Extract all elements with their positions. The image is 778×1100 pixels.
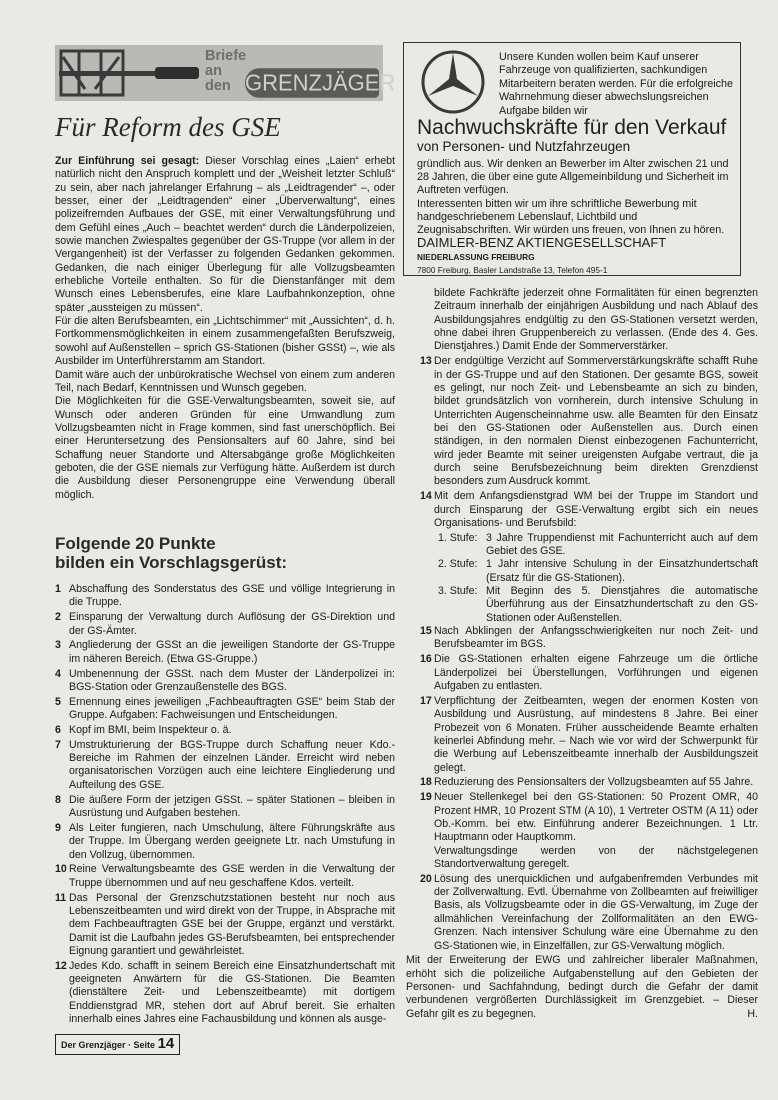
list-item xyxy=(55,863,395,890)
intro-paragraph: Damit wäre auch der unbürokratische Wechsel von einem zum anderen Teil, nach Bedarf, Kenntnissen und Wunsch gegeben. xyxy=(55,368,395,394)
banner-line-2: an xyxy=(205,63,222,79)
author-signature: H. xyxy=(747,1007,758,1020)
item-text-line: Ernennung eines jeweiligen „Fachbeauftragten GSE“ beim Stab der Gruppe. Aufgaben: Fachweisungen und Entscheidungen. xyxy=(69,695,395,722)
item-text-line: Umbenennung der GSSt. nach dem Muster der Länderpolizei in: BGS-Station oder Grenzaußenstelle des BGS. xyxy=(69,667,395,693)
item-text xyxy=(69,863,395,890)
article-title: Für Reform des GSE xyxy=(55,112,281,142)
list-item xyxy=(55,668,395,695)
ad-body-2: Interessenten bitten wir um ihre schriftliche Bewerbung mit handgeschriebenem Lebenslauf, Lichtbild und Zeugnisabschriften. Wir würden uns freuen, von Ihnen zu hören. xyxy=(417,197,725,237)
item-text-line: Kopf im BMI, beim Inspekteur o. ä. xyxy=(69,723,232,736)
column-banner xyxy=(55,45,396,101)
item-number: 5 xyxy=(55,695,61,708)
item-number: 1 xyxy=(55,583,61,595)
item-text: bildete Fachkräfte jederzeit ohne Formalitäten für einen begrenzten Zeitraum innerhalb der einjährigen Ausbildung und nach Ablauf des Ausbildungsjahres endgültig zu den GS-Stationen versetzt werden, ohne dabei ihren Gruppenbereich zu verlassen. (Ende des 4. Ges. Dienstjahres.) Damit Ende der Sommerverstärker. xyxy=(434,287,758,353)
item-number: 3 xyxy=(55,639,61,652)
list-item-continuation xyxy=(420,287,758,354)
item-number: 16 xyxy=(420,653,432,666)
item-number: 11 xyxy=(55,891,67,904)
section-heading xyxy=(55,534,287,572)
page-number: 14 xyxy=(157,1035,175,1052)
item-number: 19 xyxy=(420,791,432,804)
item-text-line: Jedes Kdo. schafft in seinem Bereich eine Einsatzhundertschaft mit geeigneten Anwärtern für die GS-Stationen. Die Beamten (dienstältere Zeit- und Lebenszeitbeamte) mit dortigem Enddienstgrad MR, stehen dort auf Abruf bereit. Sie erhalten innerhalb eines Jahres eine Fachausbildung und können als ausge- xyxy=(69,959,395,1026)
list-item xyxy=(420,695,758,775)
item-text-line: Die äußere Form der jetzigen GSSt. – später Stationen – bleiben in Ausrüstung und Aufgaben bestehen. xyxy=(69,793,395,819)
ad-headline: Nachwuchskräfte für den Verkauf xyxy=(417,116,727,139)
item-number: 9 xyxy=(55,821,61,834)
item-text xyxy=(434,791,758,871)
item-text-line: Reduzierung des Pensionsalters der Vollzugsbeamten auf 55 Jahre. xyxy=(434,776,754,789)
item-text-line: Nach Abklingen der Anfangsschwierigkeiten nur noch Zeit- und Berufsbeamter im BGS. xyxy=(434,625,758,651)
item-number: 15 xyxy=(420,625,432,638)
item-number: 13 xyxy=(420,355,432,368)
grenzjaeger-logo: GRENZJÄGER xyxy=(245,68,379,97)
intro-lead: Zur Einführung sei gesagt: xyxy=(55,155,200,167)
item-text xyxy=(434,695,758,775)
intro-paragraph: Für die alten Berufsbeamten, ein „Lichtschimmer“ mit „Aussichten“, d. h. Fortkommensmöglichkeiten in einem zusammengefaßten Berufszweig, sowohl auf Außenstellen – sprich GS-Stationen (bisher GSSt) –, wie als Ausbilder im Unterführerstamm am Standort. xyxy=(55,315,395,368)
list-item xyxy=(55,892,395,959)
closing-paragraph xyxy=(406,954,758,1021)
article-intro xyxy=(55,155,395,502)
item-text xyxy=(434,490,758,530)
list-item xyxy=(420,776,758,789)
page-footer xyxy=(55,1034,180,1055)
item-text xyxy=(434,776,758,789)
stage-item xyxy=(420,585,758,625)
list-item xyxy=(420,873,758,953)
intro-text: Dieser Vorschlag eines „Laien“ erhebt natürlich nicht den Anspruch komplett und der „Weisheit letzter Schluß“ zu sein, aber nach jahrelanger Erfahrung – als „Leidtragender“ –, oder besser, einer der „Leidtragenden“ einer „Überverwaltung“, eines polizeifremden Aufbaues der GSE, mit einer Verwaltungsführung und dem Gefühl eines „Auch – beachtet werden“ durch die Länderpolizeien, sowie manchen Zwiespaltes gegenüber der GS-Truppe (vor allem in der Vergangenheit) ist der Verfasser zu folgenden Gedanken gekommen. Gedanken, die nach einiger Überlegung für alle Vollzugsbeamten erhebliche Vorteile enthalten. So für die Dienstanfänger mit dem Wunsch eines Lebensberufes, eine klare Laufbahnkonzeption, ohne später „aussteigen zu müssen“. xyxy=(55,155,396,314)
daimler-benz-advertisement xyxy=(403,42,741,276)
item-text-line: Reine Verwaltungsbeamte des GSE werden in die Verwaltung der Truppe übernommen und auf neu geschaffene Kdos. verteilt. xyxy=(69,863,395,889)
list-item xyxy=(420,791,758,871)
item-text xyxy=(69,696,395,723)
border-barrier-logo-icon xyxy=(59,49,199,97)
item-text-line: Verpflichtung der Zeitbeamten, wegen der enormen Kosten von Ausbildung und Ausrüstung, auf mindestens 8 Jahre. Bei einer Probezeit von 6 Monaten. Früher ausscheidende Beamte erhalten keinerlei Abfindung mehr. – Nach wie vor wird der Schwerpunkt für die Werbung auf Lebenszeitbeamte innerhalb der Ausbildungszeit gelegt. xyxy=(434,694,758,774)
item-text xyxy=(69,739,395,792)
proposal-list-right xyxy=(406,287,758,1021)
item-text-line: Einsparung der Verwaltung durch Auflösung der GS-Direktion und der GS-Ämter. xyxy=(69,611,395,637)
item-text-line: Neuer Stellenkegel bei den GS-Stationen: 50 Prozent OMR, 40 Prozent HMR, 10 Prozent STM (A 10), 1 Vertreter OSTM (A 11) oder Ob.-Komm. bei etw. Einführung anderer Bezeichnungen. 1 Ltr. Hauptmann oder Hauptkomm. xyxy=(434,791,758,844)
item-text-line: Abschaffung des Sonderstatus des GSE und völlige Integrierung in die Truppe. xyxy=(69,583,395,609)
item-text xyxy=(434,653,758,693)
item-text-line: Die GS-Stationen erhalten eigene Fahrzeuge um die örtliche Länderpolizei bei Überstellungen, Vorführungen und eigenen Aufgaben zu entlasten. xyxy=(434,653,758,692)
mercedes-star-icon xyxy=(420,49,486,115)
item-number: 4 xyxy=(55,667,61,680)
item-text xyxy=(69,668,395,695)
list-item xyxy=(55,611,395,638)
item-text xyxy=(69,822,395,862)
list-item xyxy=(55,583,395,610)
stage-item xyxy=(420,532,758,559)
stage-label: 3. Stufe: xyxy=(438,585,478,598)
intro-paragraph: Die Möglichkeiten für die GSE-Verwaltungsbeamten, soweit sie, auf Wunsch oder anderen Gründen für eine Umwandlung zum Vollzugsbeamten nicht in Frage kommen, sind fast unerschöpflich. Bei einer Heruntersetzung des Pensionsalters auf 60 Jahre, sind bei Schaffung neuer Standorte und Altersabgänge große Möglichkeiten geboten, die der GSE niemals zur Verfügung hätte. Außerdem ist durch die Ausbildung dieser Personengruppe eine Verwendung überall möglich. xyxy=(55,395,395,501)
item-number: 7 xyxy=(55,738,61,751)
footer-label: Der Grenzjäger · Seite xyxy=(61,1040,156,1050)
list-item xyxy=(55,794,395,821)
list-item xyxy=(55,696,395,723)
heading-line-2: bilden ein Vorschlagsgerüst: xyxy=(55,553,288,572)
proposal-list-left xyxy=(55,583,395,1028)
ad-branch: NIEDERLASSUNG FREIBURG xyxy=(417,252,535,262)
intro-paragraph xyxy=(55,155,395,315)
stages-list xyxy=(420,532,758,625)
item-text-line: Mit dem Anfangsdienstgrad WM bei der Truppe im Standort und durch Einsparung der GSE-Verwaltung ergibt sich ein neues Organisations- und Berufsbild: xyxy=(434,490,758,529)
ad-address: 7800 Freiburg, Basler Landstraße 13, Telefon 495-1 xyxy=(417,265,608,275)
banner-line-3: den xyxy=(205,78,231,94)
ad-company: DAIMLER-BENZ AKTIENGESELLSCHAFT xyxy=(417,235,667,250)
item-text-line: Verwaltungsdinge werden von der nächstgelegenen Standortverwaltung geregelt. xyxy=(434,844,758,870)
stage-text: Mit Beginn des 5. Dienstjahres die automatische Überführung aus der Einsatzhundertschaft zu den GS-Stationen oder Außenstellen. xyxy=(486,585,758,624)
item-text-line: Als Leiter fungieren, nach Umschulung, ältere Führungskräfte aus der Truppe. Im Übergang werden geeignete Ltr. nach Umstufung in den Vollzug, übernommen. xyxy=(69,821,395,861)
item-number: 17 xyxy=(420,694,432,707)
item-number: 2 xyxy=(55,611,61,624)
ad-body-1: gründlich aus. Wir denken an Bewerber im Alter zwischen 21 und 28 Jahren, die über eine gute Allgemeinbildung und Sicherheit im Auftreten verfügen. xyxy=(417,158,729,197)
item-text-line: Umstrukturierung der BGS-Truppe durch Schaffung neuer Kdo.-Bereiche im Rahmen der einzelnen Länder. Erreicht wird neben organisatorischen Vorzügen auch eine leichtere Eingliederung und Aufteilung des GSE. xyxy=(69,738,395,791)
item-text xyxy=(69,724,395,737)
list-item xyxy=(55,960,395,1027)
item-number: 20 xyxy=(420,872,432,885)
list-item xyxy=(55,724,395,737)
stage-label: 2. Stufe: xyxy=(438,558,478,571)
list-item xyxy=(420,490,758,530)
item-text xyxy=(69,960,395,1027)
heading-line-1: Folgende 20 Punkte xyxy=(55,534,216,553)
stage-item xyxy=(420,558,758,585)
list-item xyxy=(55,639,395,666)
item-text-line: Lösung des unerquicklichen und aufgabenfremden Verbundes mit der Zollverwaltung. Evtl. Übernahme von Zollbeamten auf freiwilliger Basis, als Vollzugsbeamte oder in die GS-Verwaltung, im Zuge der allmählichen Vereinfachung der Zollformalitäten an den EWG-Grenzen. Nach intensiver Schulung wäre eine Übernahme zu den GS-Stationen wie, in Einzelfällen, zur GS-Verwaltung möglich. xyxy=(434,872,758,952)
ad-body xyxy=(417,158,732,237)
banner-text xyxy=(205,49,246,94)
item-text-line: Das Personal der Grenzschutzstationen besteht nur noch aus Lebenszeitbeamten und wird direkt von der Truppe, in Absprache mit dem Fachbeauftragten GSE bei der Gruppe, ergänzt und verstärkt. Damit ist die Laufbahn jedes GS-Berufsbeamten, bei entsprechender Eignung garantiert und gewährleistet. xyxy=(69,891,395,957)
list-item xyxy=(420,355,758,488)
item-number: 6 xyxy=(55,723,61,736)
item-number: 12 xyxy=(55,959,67,972)
banner-line-1: Briefe xyxy=(205,48,247,64)
list-item xyxy=(55,822,395,862)
stage-text: 1 Jahr intensive Schulung in der Einsatzhundertschaft (Ersatz für die GS-Stationen). xyxy=(486,558,758,584)
list-item xyxy=(55,739,395,792)
closing-text: Mit der Erweiterung der EWG und zahlreicher liberaler Maßnahmen, erhöht sich die polizeiliche Aufgabenstellung auf den Gebieten der Personen- und Sachfahndung, bedingt durch die Gefahr der damit verbundenen vergrößerten Durchlässigkeit im Grenzgebiet. – Dieser Gefahr gilt es zu begegnen. xyxy=(406,954,758,1020)
item-text xyxy=(69,611,395,638)
item-text xyxy=(69,892,395,959)
item-text-line: Der endgültige Verzicht auf Sommerverstärkungskräfte schafft Ruhe in der GS-Truppe und auf den Stationen. Der gesamte BGS, soweit es gelingt, nur noch Zeit- und Lebensbeamte an sich zu binden, bildet grundsätzlich von vornherein, durch intensive Schulung in Unterrichten Augenscheinnahme usw. alle Beamten für den Einsatz bei den GS-Stationen oder Außenstellen aus. Durch einen ständigen, in den normalen Dienst einbezogenen Fachunterricht, wird jeder Beamte mit seiner ureigensten Aufgabe vertraut, die ja durch seine Berufsbezeichnung beim direkten Grenzdienst besonders zum Ausdruck kommt. xyxy=(434,355,758,488)
item-text xyxy=(434,873,758,953)
stage-text: 3 Jahre Truppendienst mit Fachunterricht auch auf dem Gebiet des GSE. xyxy=(486,531,758,558)
list-item xyxy=(420,653,758,693)
ad-subheadline: von Personen- und Nutzfahrzeugen xyxy=(417,139,631,154)
item-number: 10 xyxy=(55,863,67,876)
ad-intro: Unsere Kunden wollen beim Kauf unserer Fahrzeuge von qualifizierten, sachkundigen Mitarbeitern beraten werden. Für die erfolgreiche Wahrnehmung dieser abwechslungsreichen Aufgabe bilden wir xyxy=(499,51,734,117)
item-number: 8 xyxy=(55,793,61,806)
item-number: 14 xyxy=(420,490,432,503)
item-text xyxy=(69,583,395,610)
item-number: 18 xyxy=(420,776,432,789)
item-text xyxy=(69,639,395,666)
list-item xyxy=(420,625,758,652)
item-text xyxy=(434,355,758,488)
stage-label: 1. Stufe: xyxy=(438,531,478,544)
item-text xyxy=(69,794,395,821)
item-text xyxy=(434,625,758,652)
item-text-line: Angliederung der GSSt an die jeweiligen Standorte der GS-Truppe im näheren Bereich. (Etwa GS-Gruppe.) xyxy=(69,639,395,665)
